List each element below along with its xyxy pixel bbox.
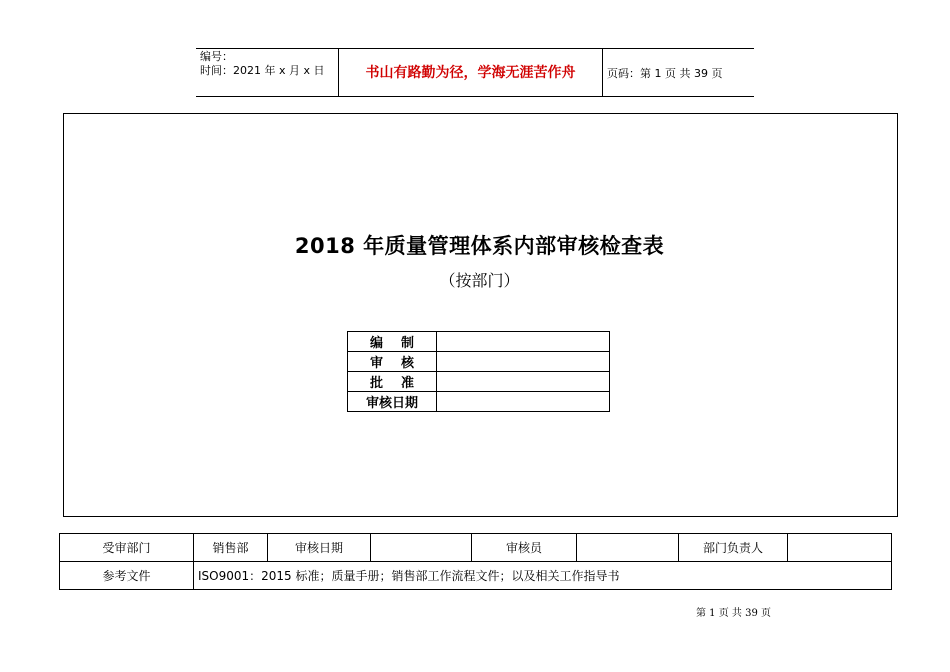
reference-label: 参考文件	[60, 562, 194, 590]
document-subtitle: （按部门）	[439, 271, 520, 290]
audit-date-value[interactable]	[371, 534, 472, 562]
table-row	[60, 562, 892, 590]
header-motto: 书山有路勤为径，学海无涯苦作舟	[365, 65, 576, 81]
signoff-value-prepared[interactable]	[437, 332, 610, 352]
signoff-value-audit-date[interactable]	[437, 392, 610, 412]
auditor-value[interactable]	[577, 534, 679, 562]
signoff-row	[348, 372, 610, 392]
header-page-number: 页码：第 1 页 共 39 页	[607, 67, 723, 80]
dept-head-value[interactable]	[788, 534, 892, 562]
signoff-label-approved: 批 准	[348, 372, 437, 392]
audited-dept-value: 销售部	[194, 534, 268, 562]
signoff-value-reviewed[interactable]	[437, 352, 610, 372]
header-divider	[602, 48, 603, 96]
header-meta	[200, 50, 325, 78]
signoff-row	[348, 332, 610, 352]
auditor-label: 审核员	[472, 534, 577, 562]
reference-value: ISO9001：2015 标准；质量手册；销售部工作流程文件；以及相关工作指导书	[194, 562, 892, 590]
signoff-row	[348, 392, 610, 412]
header-bottom-rule	[196, 96, 754, 97]
footer-page-number: 第 1 页 共 39 页	[696, 608, 771, 619]
signoff-value-approved[interactable]	[437, 372, 610, 392]
document-title: 2018 年质量管理体系内部审核检查表	[294, 234, 665, 258]
cover-frame	[63, 113, 898, 517]
table-row	[60, 534, 892, 562]
audited-dept-label: 受审部门	[60, 534, 194, 562]
signoff-label-audit-date: 审核日期	[348, 392, 437, 412]
dept-head-label: 部门负责人	[679, 534, 788, 562]
document-time-label: 时间：2021 年 x 月 x 日	[200, 64, 325, 77]
audit-info-table	[59, 533, 892, 590]
signoff-label-prepared: 编 制	[348, 332, 437, 352]
signoff-row	[348, 352, 610, 372]
signoff-table	[347, 331, 610, 412]
document-number-label: 编号：	[200, 50, 233, 63]
audit-date-label: 审核日期	[268, 534, 371, 562]
signoff-label-reviewed: 审 核	[348, 352, 437, 372]
